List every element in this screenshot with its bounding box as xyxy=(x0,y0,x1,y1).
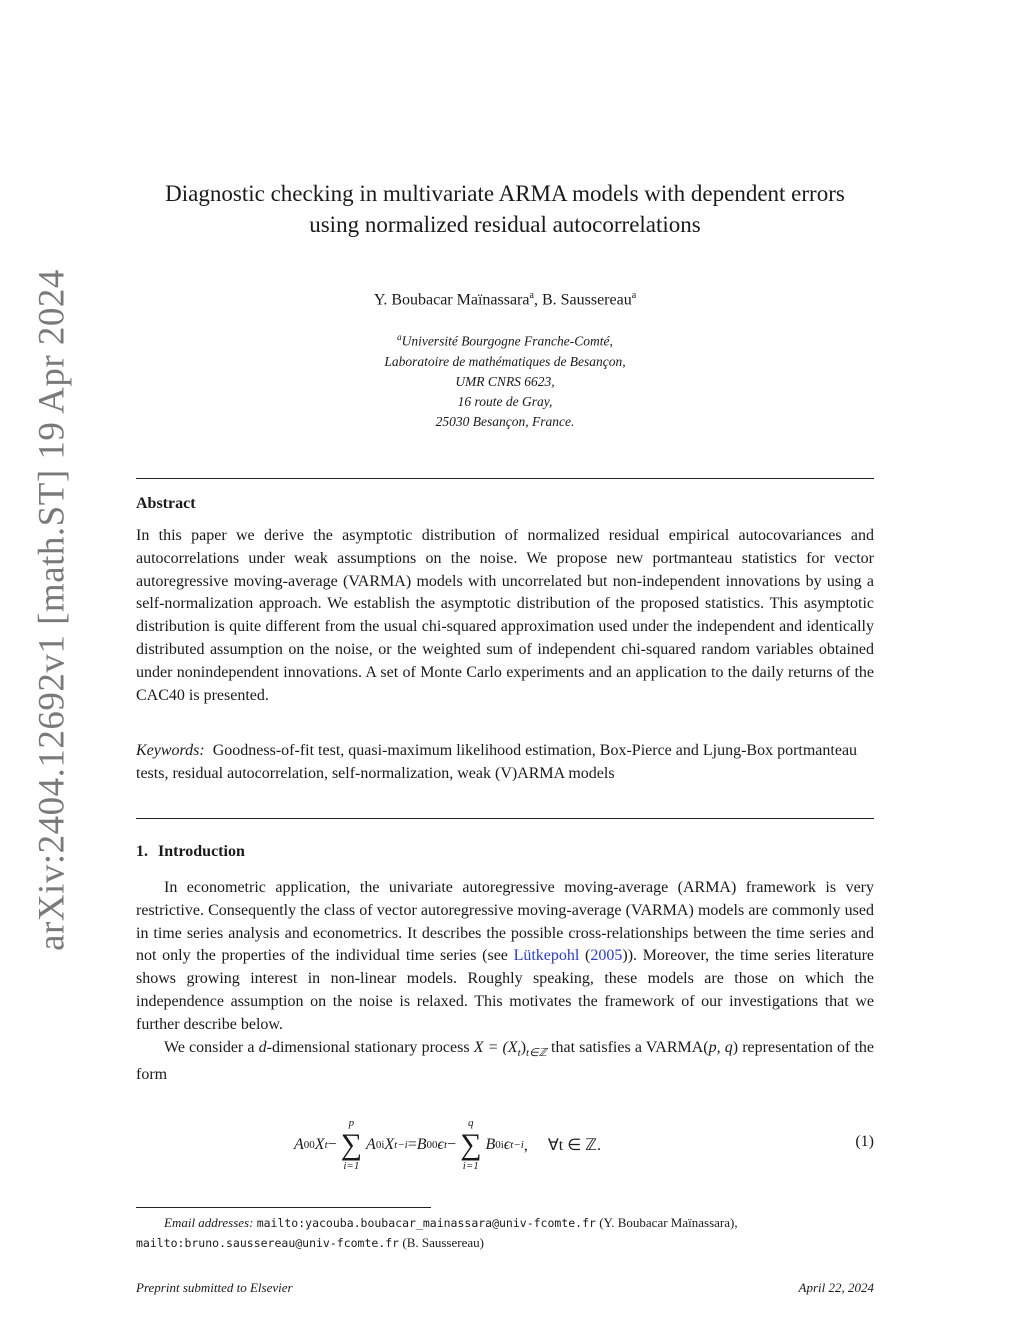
affiliation-line: 25030 Besançon, France. xyxy=(435,413,575,429)
footnote-label: Email addresses: xyxy=(164,1215,254,1230)
introduction-body xyxy=(136,877,874,1087)
footer-date: April 22, 2024 xyxy=(798,1280,874,1295)
summation-1: p ∑ i=1 xyxy=(340,1117,363,1172)
author-2-affil-mark: a xyxy=(631,290,637,301)
affiliation-line: UMR CNRS 6623, xyxy=(455,373,555,389)
affiliation-mark: a xyxy=(397,332,402,342)
affiliation-line: 16 route de Gray, xyxy=(457,393,553,409)
summation-2: q ∑ i=1 xyxy=(460,1117,482,1172)
author-1: Y. Boubacar Maïnassara xyxy=(373,291,530,309)
equation-number: (1) xyxy=(855,1133,874,1150)
abstract-text: In this paper we derive the asymptotic distribution of normalized residual empirical autocovariances and autocorrelations under weak assumptions on the noise. We propose new portmanteau statistics for vector autoregressive moving-average (VARMA) models with uncorrelated but non-independent innovations by using a self-normalization approach. We establish the asymptotic distribution of the proposed statistics. This asymptotic distribution is quite different from the usual chi-squared approximation used under the independent and identically distributed assumption on the noise, or the weighted sum of independent chi-squared random variables obtained under nonindependent innovations. A set of Monte Carlo experiments and an application to the daily returns of the CAC40 is presented. xyxy=(136,527,874,704)
abstract-top-rule xyxy=(136,478,874,479)
keywords-text: Goodness-of-fit test, quasi-maximum likelihood estimation, Box-Pierce and Ljung-Box portmanteau tests, residual autocorrelation, self-normalization, weak (V)ARMA models xyxy=(136,742,858,782)
equation-1 xyxy=(136,1112,874,1178)
affiliation-line: Laboratoire de mathématiques de Besançon, xyxy=(384,353,626,369)
author-list xyxy=(136,290,874,309)
keywords xyxy=(136,740,874,786)
section-heading xyxy=(136,843,245,861)
email-link-1[interactable]: mailto:yacouba.boubacar_mainassara@univ-fcomte.fr xyxy=(256,1216,596,1230)
email-link-2[interactable]: mailto:bruno.saussereau@univ-fcomte.fr xyxy=(136,1236,400,1250)
email-owner-1: (Y. Boubacar Maïnassara), xyxy=(595,1215,738,1230)
keywords-label: Keywords: xyxy=(136,742,205,759)
author-2: B. Saussereau xyxy=(541,291,632,309)
citation-link-year[interactable]: 2005 xyxy=(590,947,623,965)
email-owner-2: (B. Saussereau) xyxy=(399,1235,484,1250)
section-title: Introduction xyxy=(158,843,245,860)
footnote-emails xyxy=(136,1213,874,1253)
equation-body: A 00 X t − p ∑ i=1 A 0i X t−i = B 00 ϵ t − q ∑ i=1 B 0i ϵ t−i , ∀t ∈ ℤ. xyxy=(294,1117,602,1172)
affiliation xyxy=(136,327,874,432)
footer-journal: Preprint submitted to Elsevier xyxy=(136,1280,293,1295)
affiliation-line: $^a$Université Bourgogne Franche-Comté, xyxy=(397,332,613,349)
intro-paragraph-1: In econometric application, the univariate autoregressive moving-average (ARMA) framework is very restrictive. Consequently the class of vector autoregressive moving-average (VARMA) models are commonly used in time series analysis and econometrics. It describes the possible cross-relationships between the time series and not only the properties of the individual time series (see Lütkepohl (2005)). Moreover, the time series literature shows growing interest in non-linear models. Roughly speaking, these models are those on which the independence assumption on the noise is relaxed. This motivates the framework of our investigations that we further describe below. xyxy=(136,879,875,1033)
author-separator: , xyxy=(533,291,542,309)
title-line-1: Diagnostic checking in multivariate ARMA models with dependent errors xyxy=(165,181,845,206)
arxiv-stamp: arXiv:2404.12692v1 [math.ST] 19 Apr 2024 xyxy=(31,269,73,951)
footnote-rule xyxy=(136,1207,431,1208)
intro-paragraph-2: We consider a d-dimensional stationary process $X = (X_t)_{t\in ℤ}$ that satisfies a VARMA(p, q) representation of the form xyxy=(136,1038,875,1084)
abstract-heading: Abstract xyxy=(136,495,196,512)
author-1-affil-mark: a xyxy=(529,290,534,301)
abstract-bottom-rule xyxy=(136,818,874,819)
title-line-2: using normalized residual autocorrelations xyxy=(309,212,701,237)
citation-link-author[interactable]: Lütkepohl xyxy=(513,947,580,965)
paper-title xyxy=(136,178,874,240)
section-number: 1. xyxy=(136,843,148,860)
